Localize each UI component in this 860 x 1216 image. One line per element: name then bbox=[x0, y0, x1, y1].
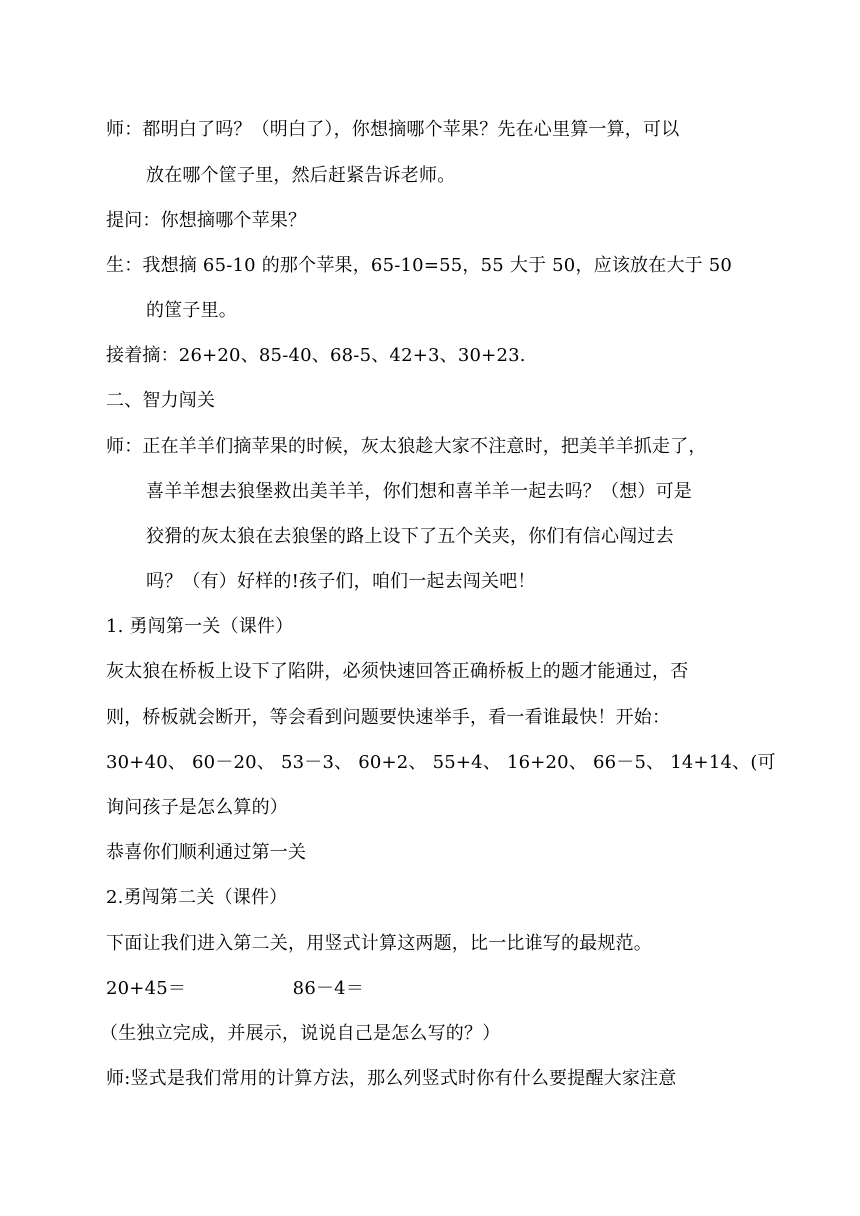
paragraph-line: 则，桥板就会断开，等会看到问题要快速举手，看一看谁最快！开始： bbox=[106, 707, 671, 728]
paragraph-line: 师：正在羊羊们摘苹果的时候，灰太狼趁大家不注意时，把美羊羊抓走了， bbox=[106, 436, 707, 457]
paragraph-line: 提问：你想摘哪个苹果？ bbox=[106, 210, 307, 231]
paragraph-line: 放在哪个筐子里，然后赶紧告诉老师。 bbox=[146, 165, 456, 186]
paragraph-line: 询问孩子是怎么算的） bbox=[106, 797, 288, 818]
paragraph-line: 恭喜你们顺利通过第一关 bbox=[106, 842, 307, 863]
subsection-heading: 1. 勇闯第一关（课件） bbox=[106, 616, 294, 637]
paragraph-line: 灰太狼在桥板上设下了陷阱，必须快速回答正确桥板上的题才能通过，否 bbox=[106, 661, 689, 682]
paragraph-line: 喜羊羊想去狼堡救出美羊羊，你们想和喜羊羊一起去吗？（想）可是 bbox=[146, 481, 692, 502]
paragraph-line: （生独立完成，并展示，说说自己是怎么写的？） bbox=[100, 1023, 501, 1044]
arithmetic-problems: 30+40、 60－20、 53－3、 60+2、 55+4、 16+20、 66－5、 14+14、(可 bbox=[106, 752, 776, 773]
paragraph-line: 师：都明白了吗？（明白了），你想摘哪个苹果？先在心里算一算，可以 bbox=[106, 119, 680, 140]
section-heading: 二、智力闯关 bbox=[106, 390, 216, 411]
paragraph-line: 接着摘：26+20、85-40、68-5、42+3、30+23. bbox=[106, 345, 526, 366]
subsection-heading: 2.勇闯第二关（课件） bbox=[106, 887, 288, 908]
paragraph-line: 生：我想摘 65-10 的那个苹果，65-10=55，55 大于 50，应该放在大于 50 bbox=[106, 255, 733, 276]
paragraph-line: 狡猾的灰太狼在去狼堡的路上设下了五个关夹，你们有信心闯过去 bbox=[146, 526, 674, 547]
paragraph-line: 吗？（有）好样的!孩子们，咱们一起去闯关吧！ bbox=[146, 571, 536, 592]
paragraph-line: 下面让我们进入第二关，用竖式计算这两题，比一比谁写的最规范。 bbox=[106, 933, 652, 954]
paragraph-line: 的筐子里。 bbox=[146, 300, 237, 321]
paragraph-line: 师:竖式是我们常用的计算方法，那么列竖式时你有什么要提醒大家注意 bbox=[106, 1068, 677, 1089]
arithmetic-problems: 20+45＝ 86－4＝ bbox=[106, 978, 365, 999]
